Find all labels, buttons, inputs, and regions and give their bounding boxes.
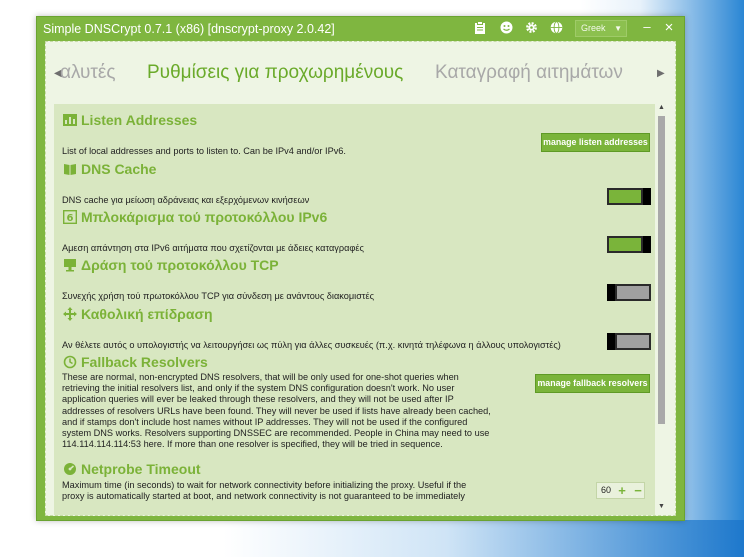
close-button[interactable]: ×: [664, 19, 674, 36]
listen-title-row: [62, 112, 197, 128]
gauge-icon: [62, 462, 77, 477]
netprobe-title-row: [62, 461, 201, 477]
book-icon: [62, 162, 77, 177]
clipboard-icon[interactable]: [473, 21, 487, 35]
document-6-icon: [62, 210, 77, 225]
vertical-scrollbar[interactable]: [656, 104, 667, 515]
listen-description: List of local addresses and ports to listen to. Can be IPv4 and/or IPv6.: [62, 146, 346, 156]
netprobe-timeout-stepper[interactable]: [596, 482, 645, 499]
toggle-fill: [609, 238, 641, 251]
toggle-knob: [607, 284, 615, 301]
dns-cache-toggle[interactable]: [607, 188, 651, 205]
netprobe-timeout-value: 60: [601, 485, 612, 495]
fallback-title-row: [62, 354, 208, 370]
cache-title: DNS Cache: [81, 161, 157, 177]
block-ipv6-toggle[interactable]: [607, 236, 651, 253]
cache-description: DNS cache για μείωση αδράνειας και εξερχόμενων κινήσεων: [62, 195, 310, 205]
force-tcp-toggle[interactable]: [607, 284, 651, 301]
manage-listen-addresses-button[interactable]: manage listen addresses: [541, 133, 650, 152]
global-title-row: [62, 306, 213, 322]
tab-advanced-settings[interactable]: Ρυθμίσεις για προχωρημένους: [147, 62, 404, 83]
app-window: [36, 16, 685, 521]
netprobe-description: [62, 480, 492, 502]
minimize-button[interactable]: –: [643, 19, 651, 34]
cache-title-row: [62, 161, 156, 177]
settings-panel: [54, 104, 655, 515]
main-content: [45, 41, 676, 516]
ipv6-description: Αμεση απάντηση στα IPv6 αιτήματα που σχετίζονται με άδειες καταγραφές: [62, 243, 364, 253]
toggle-fill: [609, 190, 641, 203]
fallback-description-line: retrieving the initial resolvers list, and only if the system DNS configuration doesn't work. No user: [62, 383, 455, 394]
manage-fallback-resolvers-button[interactable]: manage fallback resolvers: [535, 374, 650, 393]
globe-icon[interactable]: [549, 21, 563, 35]
global-title: Καθολική επίδραση: [81, 306, 213, 322]
increment-button[interactable]: +: [618, 483, 626, 498]
fallback-description-line: These are normal, non-encrypted DNS resolvers, that will be only used for one-shot queries when: [62, 372, 459, 382]
tab-resolvers[interactable]: αλυτές: [60, 62, 116, 83]
ipv6-title: Μπλοκάρισμα τού προτοκόλλου IPv6: [81, 209, 328, 225]
fallback-title: Fallback Resolvers: [81, 354, 208, 370]
decrement-button[interactable]: −: [634, 483, 642, 498]
language-select-value: Greek: [581, 23, 606, 33]
fallback-description-line: 114.114.114.114:53 here. If more than one resolver is specified, they will be tried in sequence.: [62, 439, 443, 450]
toggle-fill: [617, 335, 649, 348]
network-icon: [62, 113, 77, 128]
global-effect-toggle[interactable]: [607, 333, 651, 350]
ipv6-title-row: [62, 209, 327, 225]
fallback-description-line: addresses of resolvers URLs have been found. They will never be used if lists have already been cached,: [62, 405, 491, 416]
scrollbar-thumb[interactable]: [658, 116, 665, 424]
tab-query-log[interactable]: Καταγραφή αιτημάτων: [435, 62, 623, 83]
move-arrows-icon: [62, 307, 77, 322]
desktop-background-bottom: [0, 520, 744, 557]
scroll-down-icon[interactable]: ▼: [658, 503, 665, 510]
scroll-up-icon[interactable]: ▲: [658, 104, 665, 111]
toggle-knob: [643, 188, 651, 205]
netprobe-title: Netprobe Timeout: [81, 461, 201, 477]
titlebar[interactable]: [37, 17, 684, 41]
chevron-down-icon: ▼: [614, 24, 622, 33]
window-title: Simple DNSCrypt 0.7.1 (x86) [dnscrypt-proxy 2.0.42]: [43, 22, 335, 36]
gear-icon[interactable]: [524, 21, 538, 35]
language-select[interactable]: [575, 20, 627, 37]
podium-icon: [62, 258, 77, 273]
tab-scroll-left-icon[interactable]: ◀: [54, 68, 62, 79]
refresh-icon: [62, 355, 77, 370]
toggle-knob: [643, 236, 651, 253]
tab-scroll-right-icon[interactable]: ▶: [657, 68, 665, 79]
fallback-description-line: application queries will ever be leaked through these resolvers, and they will not be used after IP: [62, 394, 454, 405]
toggle-knob: [607, 333, 615, 350]
listen-title: Listen Addresses: [81, 112, 198, 128]
tcp-title-row: [62, 257, 279, 273]
tcp-description: Συνεχής χρήση τού πρωτοκόλλου TCP για σύνδεση με ανάντους διακομιστές: [62, 291, 375, 301]
tab-bar: [46, 56, 677, 96]
netprobe-description-line: Maximum time (in seconds) to wait for network connectivity before initializing the proxy. Useful if the: [62, 480, 467, 490]
fallback-description-line: system DNS works. Resolvers supporting DNSSEC are recommended. People in China may need to use: [62, 428, 490, 439]
global-description: Αν θέλετε αυτός ο υπολογιστής να λειτουργήσει ως πύλη για άλλες συσκευές (π.χ. κινητά τηλέφωνα η άλλους υπολογιστές): [62, 340, 561, 350]
fallback-description: [62, 372, 492, 450]
netprobe-description-line: proxy is automatically started at boot, and network connectivity is not guaranteed to be immediately: [62, 491, 465, 502]
smiley-icon[interactable]: [499, 21, 513, 35]
toggle-fill: [617, 286, 649, 299]
tcp-title: Δράση τού προτοκόλλου TCP: [81, 257, 279, 273]
fallback-description-line: and if stamps don't include host names without IP addresses. They will not be used if the configured: [62, 416, 468, 427]
svg-text:6: 6: [66, 213, 73, 224]
